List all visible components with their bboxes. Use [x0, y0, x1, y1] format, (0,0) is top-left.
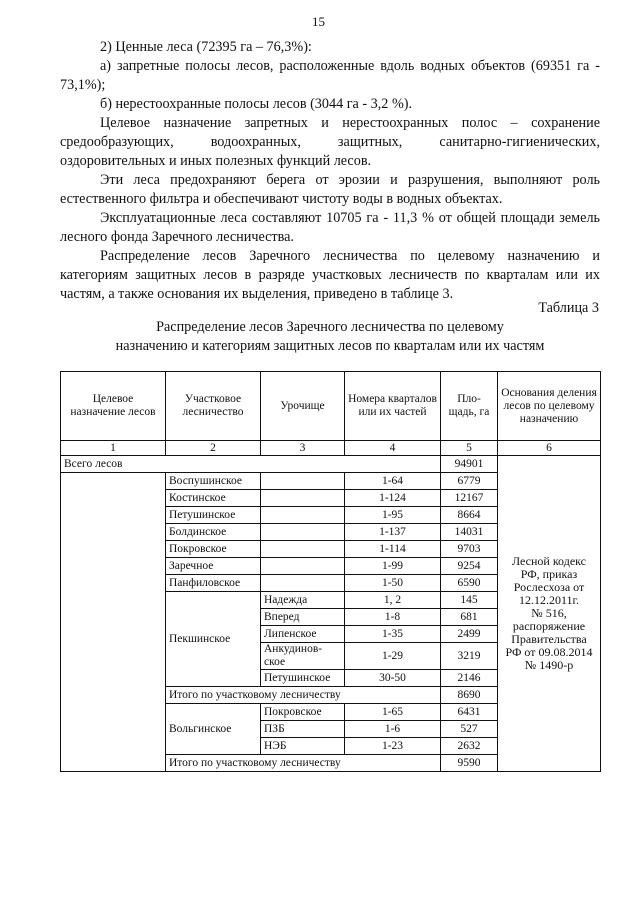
quarters: 1-65 [345, 704, 441, 721]
area: 681 [441, 609, 498, 626]
total-area: 94901 [441, 456, 498, 473]
tract-name: Петушинское [261, 670, 345, 687]
tract-name: ПЗБ [261, 721, 345, 738]
column-number: 6 [498, 441, 601, 456]
basis-cell [498, 456, 601, 772]
tract-name: Покровское [261, 704, 345, 721]
subtotal-label: Итого по участковому лесничеству [166, 755, 441, 772]
tract-name: Липенское [261, 626, 345, 643]
area: 9254 [441, 558, 498, 575]
area: 12167 [441, 490, 498, 507]
quarters: 1-6 [345, 721, 441, 738]
quarters: 1-124 [345, 490, 441, 507]
header-basis: Основания деления лесов по целевому назначению [498, 372, 601, 441]
area: 2146 [441, 670, 498, 687]
district-name: Болдинское [166, 524, 261, 541]
area: 3219 [441, 643, 498, 670]
quarters: 1-99 [345, 558, 441, 575]
table-label: Таблица 3 [538, 300, 599, 316]
header-district: Участковое лесничество [166, 372, 261, 441]
purpose-cell-empty [61, 473, 166, 772]
column-number: 4 [345, 441, 441, 456]
basis-line: № 516, [531, 606, 567, 620]
paragraph-purpose: Целевое назначение запретных и нерестоохранных полос – сохранение средообразующих, водоохранных, защитных, санитарно-гигиенических, оздоровительных и иных полезных функций лесов. [60, 115, 600, 169]
tract-empty [261, 490, 345, 507]
tract-empty [261, 473, 345, 490]
paragraph-protection: Эти леса предохраняют берега от эрозии и разрушения, выполняют роль естественного фильтра и обеспечивают чистоту воды в водных объектах. [60, 172, 600, 207]
header-purpose: Целевое назначение лесов [61, 372, 166, 441]
column-number: 2 [166, 441, 261, 456]
tract-empty [261, 558, 345, 575]
quarters: 30-50 [345, 670, 441, 687]
area: 2632 [441, 738, 498, 755]
district-name: Заречное [166, 558, 261, 575]
quarters: 1-95 [345, 507, 441, 524]
basis-line: № 1490-р [524, 658, 574, 672]
tract-name: Вперед [261, 609, 345, 626]
subtotal-area: 8690 [441, 687, 498, 704]
quarters: 1-137 [345, 524, 441, 541]
total-label: Всего лесов [61, 456, 441, 473]
area: 6431 [441, 704, 498, 721]
quarters: 1-64 [345, 473, 441, 490]
body-text [60, 38, 600, 304]
paragraph-spawning-strips: б) нерестоохранные полосы лесов (3044 га - 3,2 %). [100, 96, 413, 112]
paragraph-valuable-forests: 2) Ценные леса (72395 га – 76,3%): [100, 39, 312, 55]
basis-line: 12.12.2011г. [518, 593, 580, 607]
area: 145 [441, 592, 498, 609]
column-number-row [61, 441, 601, 456]
header-tract: Урочище [261, 372, 345, 441]
district-name: Панфиловское [166, 575, 261, 592]
subtotal-area: 9590 [441, 755, 498, 772]
quarters: 1-29 [345, 643, 441, 670]
basis-line: РФ, приказ [520, 567, 578, 581]
table-title-line1: Распределение лесов Заречного лесничества по целевому [156, 319, 504, 335]
table-header-row [61, 372, 601, 441]
basis-line: Лесной кодекс [511, 554, 586, 568]
table-title-line2: назначению и категориям защитных лесов по кварталам или их частям [115, 338, 545, 354]
quarters: 1-50 [345, 575, 441, 592]
paragraph-prohibited-strips: а) запретные полосы лесов, расположенные вдоль водных объектов (69351 га - 73,1%); [60, 58, 600, 93]
area: 14031 [441, 524, 498, 541]
tract-empty [261, 575, 345, 592]
column-number: 1 [61, 441, 166, 456]
forest-distribution-table [60, 371, 601, 772]
basis-line: распоряжение [512, 619, 586, 633]
column-number: 3 [261, 441, 345, 456]
area: 8664 [441, 507, 498, 524]
area: 2499 [441, 626, 498, 643]
district-name: Покровское [166, 541, 261, 558]
area: 6590 [441, 575, 498, 592]
quarters: 1, 2 [345, 592, 441, 609]
district-name: Костинское [166, 490, 261, 507]
quarters: 1-114 [345, 541, 441, 558]
paragraph-exploitation: Эксплуатационные леса составляют 10705 га - 11,3 % от общей площади земель лесного фонда Заречного лесничества. [60, 210, 600, 245]
quarters: 1-23 [345, 738, 441, 755]
tract-name: Анкудинов-ское [261, 643, 345, 670]
basis-line: Рослесхоза от [513, 580, 585, 594]
district-name: Вольгинское [166, 704, 261, 755]
quarters: 1-35 [345, 626, 441, 643]
header-area: Пло-щадь, га [441, 372, 498, 441]
tract-name: НЭБ [261, 738, 345, 755]
page-number: 15 [312, 14, 325, 29]
paragraph-distribution: Распределение лесов Заречного лесничества по целевому назначению и категориям защитных лесов в разряде участковых лесничеств по кварталам или их частям, а также основания их выделения, приведено в таблице 3. [60, 248, 600, 302]
tract-name: Надежда [261, 592, 345, 609]
tract-empty [261, 541, 345, 558]
quarters: 1-8 [345, 609, 441, 626]
table-title [60, 318, 600, 356]
tract-empty [261, 507, 345, 524]
district-name: Петушинское [166, 507, 261, 524]
total-row [61, 456, 601, 473]
basis-line: РФ от 09.08.2014 [505, 645, 593, 659]
district-name: Пекшинское [166, 592, 261, 687]
area: 9703 [441, 541, 498, 558]
header-quarters: Номера кварталов или их частей [345, 372, 441, 441]
tract-empty [261, 524, 345, 541]
column-number: 5 [441, 441, 498, 456]
district-name: Воспушинское [166, 473, 261, 490]
subtotal-label: Итого по участковому лесничеству [166, 687, 441, 704]
basis-line: Правительства [511, 632, 587, 646]
area: 6779 [441, 473, 498, 490]
area: 527 [441, 721, 498, 738]
